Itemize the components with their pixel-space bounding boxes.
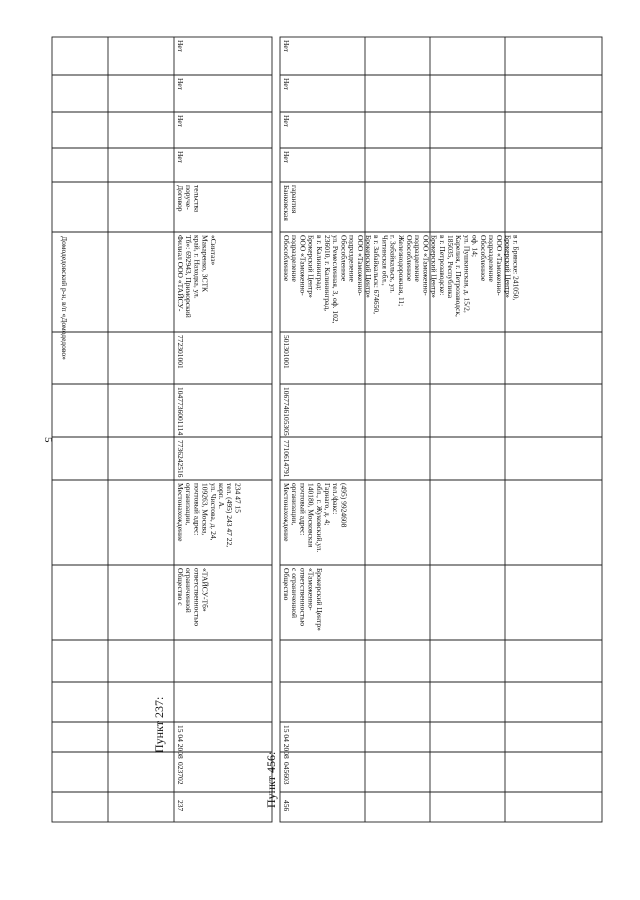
row-456-branches-line: ООО «Таможенно- — [355, 235, 365, 296]
row-456-security-line: Банковская — [282, 185, 291, 221]
row-456-name-line: с ограниченной — [290, 568, 300, 619]
row-456-kpp: 501301001 — [282, 335, 291, 369]
row-237-branches — [176, 235, 218, 318]
row-237-date: 15 04 2008 — [176, 725, 185, 759]
row-237-name-line: ответственностью — [192, 568, 202, 627]
row-456-branches-line: ООО «Таможенно- — [421, 235, 431, 296]
row-456-name-line: «Таможенно- — [306, 568, 316, 611]
domodedovo-text: Домодедовский р-н, в/п «Домодедово» — [60, 236, 69, 360]
row-456-address-line: (495) 9924608 — [339, 483, 349, 528]
heading-456: Пункт 456: — [264, 751, 278, 808]
row-456-flag-4: Нет — [282, 40, 291, 53]
row-237-branches-line: Макаренко, ЗСТК — [200, 235, 210, 293]
heading-237: Пункт 237: — [152, 696, 166, 753]
row-237-security-line: поруче- — [184, 185, 194, 210]
row-456 — [282, 40, 521, 812]
row-237-address-line: 109263, Москва, — [200, 483, 210, 536]
row-456-branches-line: подразделение — [486, 235, 496, 282]
row-456-branches-line: г. Забайкальск, ул. — [388, 235, 398, 294]
row-237-flag-3: Нет — [176, 78, 185, 91]
row-456-branches-line: Брокерский Центр» — [429, 235, 439, 298]
row-456-branches-line: Обособленное — [478, 235, 488, 282]
row-456-address-line: Гарнаго, д. 4; — [323, 483, 332, 526]
row-456-code: 045603 — [282, 762, 291, 785]
row-237-security — [176, 185, 201, 213]
row-456-branches-line: Читинская обл., — [380, 235, 390, 286]
row-456-security-line: гарантия — [290, 185, 300, 214]
row-456-branches-line: Обособленное — [282, 235, 291, 282]
row-237-name-line: «ТАЙСУ-Тб» — [200, 568, 210, 612]
row-456-branches-line: в г. Калининград: — [314, 235, 324, 291]
row-456-branches-line: Брокерский Центр» — [364, 235, 373, 298]
row-237-branches-line: Тб»: 692943, Приморский — [184, 235, 194, 318]
row-456-branches-line: оф. 14; — [470, 235, 480, 257]
row-237-inn: 7736242516 — [176, 440, 185, 478]
row-456-branches-line: Карелия, г. Петрозаводск, — [454, 235, 464, 317]
row-237-ogrn: 1047736001114 — [176, 387, 185, 436]
row-456-name-line: Брокерский Центр» — [314, 568, 324, 631]
row-456-branches-line: Обособленное — [339, 235, 349, 282]
row-456-flag-2: Нет — [282, 115, 291, 128]
row-237 — [176, 40, 242, 812]
row-456-branches-line: Брокерский Центр» — [503, 235, 513, 298]
row-456-name-line: ответственностью — [298, 568, 308, 627]
row-237-security-line: Договор — [176, 185, 185, 212]
row-456-flag-3: Нет — [282, 78, 291, 91]
row-456-address-line: 140180, Московская — [306, 483, 316, 548]
row-237-address-line: 234 47 15 — [233, 483, 243, 513]
row-237-address-line: корп. А. — [217, 483, 226, 509]
row-456-branches-line: 185035, Республика — [445, 235, 455, 299]
row-237-num: 237 — [176, 800, 185, 812]
row-456-branches-line: Железнодорожная, 11; — [396, 235, 406, 307]
row-456-branches-line: в г. Петрозаводске: — [437, 235, 447, 296]
svg-text:Домодедовский р-н, в/п «Домоде — [60, 236, 69, 360]
row-456-address-line: обл., г. Жуковский,ул. — [314, 483, 324, 553]
row-456-flag-1: Нет — [282, 151, 291, 164]
row-456-branches-line: в г. Забайкальск: 674650, — [372, 235, 382, 315]
row-456-name — [282, 568, 324, 631]
row-237-flag-1: Нет — [176, 151, 185, 164]
row-237-address-line: Местонахождение — [176, 483, 185, 542]
row-456-branches-line: подразделение — [347, 235, 357, 282]
row-456-branches-line: ул. Пушкинская, д. 15/2, — [462, 235, 472, 313]
row-237-branches-line: Филиал ООО «ТАЙСУ- — [176, 235, 185, 312]
row-456-name-line: Общество — [282, 568, 291, 601]
row-237-address-line: организации, — [184, 483, 194, 526]
row-456-branches-line: 236010, г. Калининград, — [323, 235, 332, 312]
page-number: 5 — [42, 437, 54, 443]
lower-table — [280, 37, 602, 822]
row-237-name-line: ограниченной — [184, 568, 194, 613]
row-456-num: 456 — [282, 800, 291, 812]
row-237-address — [176, 483, 242, 547]
row-456-security — [282, 185, 299, 221]
row-456-address-line: Местонахождение — [282, 483, 291, 542]
row-456-address — [282, 483, 348, 552]
row-456-branches-line: ООО «Таможенно- — [298, 235, 308, 296]
row-456-branches-line: Брокерский Центр» — [306, 235, 316, 298]
row-237-address-line: тел. (495) 243 47 22, — [225, 483, 235, 548]
row-456-date: 15 04 2008 — [282, 725, 291, 759]
row-456-branches-line: Обособленное — [404, 235, 414, 282]
row-237-name-line: Общество с — [176, 568, 185, 606]
row-456-branches-line: ул. Ремесленная, 3, оф. 102, — [331, 235, 341, 324]
row-456-ogrn: 1067746105305 — [282, 387, 291, 436]
row-456-branches-line: подразделение — [290, 235, 300, 282]
row-456-branches-line: в г. Брянске: 241050, — [511, 235, 521, 301]
row-237-branches-line: край, г. Находка, ул. — [192, 235, 202, 299]
row-237-address-line: ул. Чистова, д. 24, — [208, 483, 218, 541]
row-237-address-line: почтовый адрес: — [192, 483, 202, 536]
domodedovo-cell — [60, 236, 69, 360]
row-456-address-line: почтовый адрес: — [298, 483, 308, 536]
row-237-code: 023702 — [176, 762, 185, 785]
row-237-flag-4: Нет — [176, 40, 185, 53]
row-456-branches-line: подразделение — [413, 235, 423, 282]
row-456-inn: 7710614791 — [282, 440, 291, 478]
row-237-flag-2: Нет — [176, 115, 185, 128]
row-237-name — [176, 568, 210, 627]
row-456-branches — [282, 235, 521, 324]
row-237-branches-line: «Синтаз» — [208, 235, 218, 266]
row-237-kpp: 772301001 — [176, 335, 185, 369]
row-456-address-line: организации, — [290, 483, 300, 526]
row-456-branches-line: ООО «Таможенно- — [495, 235, 505, 296]
row-237-security-line: тельства — [192, 185, 202, 213]
row-456-address-line: тел./факс: — [331, 483, 341, 515]
